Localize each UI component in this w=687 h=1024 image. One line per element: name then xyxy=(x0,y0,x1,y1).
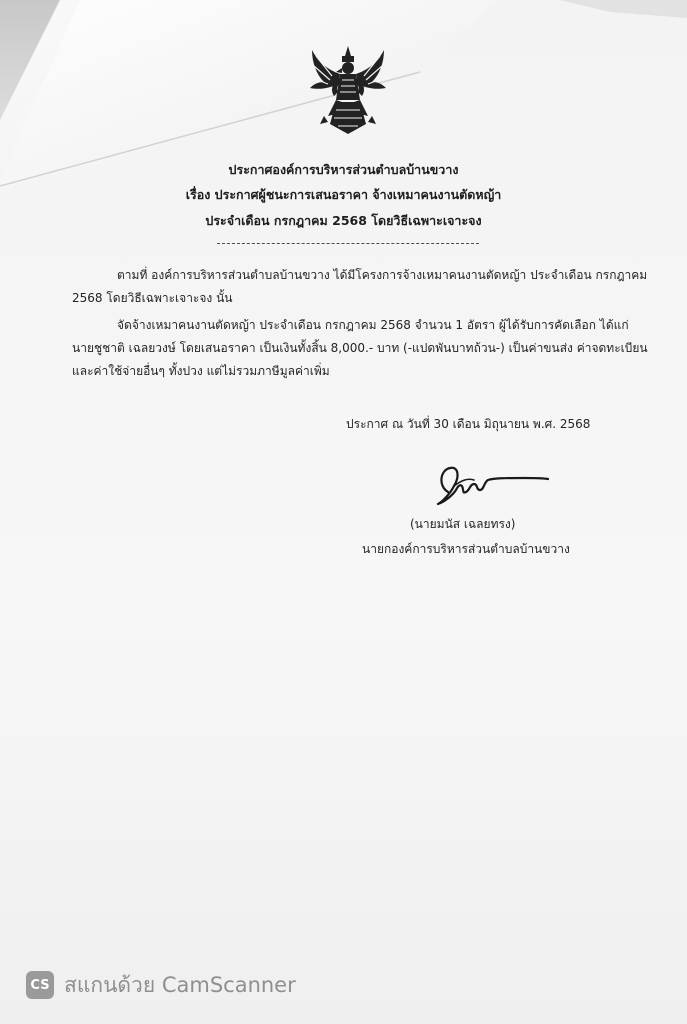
announcement-subject: เรื่อง ประกาศผู้ชนะการเสนอราคา จ้างเหมาคนงานตัดหญ้า xyxy=(185,187,502,202)
paragraph-2-line-2: นายชูชาติ เฉลยวงษ์ โดยเสนอราคา เป็นเงินทั้งสิ้น 8,000.- บาท (-แปดพันบาทถ้วน-) เป็นค่าขนส่ง ค่าจดทะเบียน xyxy=(72,341,648,355)
camscanner-watermark-text: สแกนด้วย CamScanner xyxy=(64,972,296,997)
announcement-title: ประกาศองค์การบริหารส่วนตำบลบ้านขวาง xyxy=(228,162,459,177)
signatory-position: นายกองค์การบริหารส่วนตำบลบ้านขวาง xyxy=(362,542,570,556)
announcement-period: ประจำเดือน กรกฎาคม 2568 โดยวิธีเฉพาะเจาะจง xyxy=(205,213,482,228)
dashed-divider xyxy=(217,243,479,244)
garuda-emblem-icon xyxy=(306,44,390,138)
paragraph-2-line-1: จัดจ้างเหมาคนงานตัดหญ้า ประจำเดือน กรกฎาคม 2568 จำนวน 1 อัตรา ผู้ได้รับการคัดเลือก ได้แก่ xyxy=(117,318,629,332)
handwritten-signature-icon xyxy=(434,462,552,508)
paragraph-1-line-1: ตามที่ องค์การบริหารส่วนตำบลบ้านขวาง ได้มีโครงการจ้างเหมาคนงานตัดหญ้า ประจำเดือน กรกฎาคม xyxy=(117,268,648,282)
camscanner-watermark xyxy=(26,970,296,1000)
signatory-name: (นายมนัส เฉลยทรง) xyxy=(410,517,516,531)
paragraph-1-line-2: 2568 โดยวิธีเฉพาะเจาะจง นั้น xyxy=(72,291,233,305)
announcement-date: ประกาศ ณ วันที่ 30 เดือน มิถุนายน พ.ศ. 2568 xyxy=(346,417,591,431)
camscanner-logo-icon: CS xyxy=(26,971,54,999)
paragraph-2-line-3: และค่าใช้จ่ายอื่นๆ ทั้งปวง แต่ไม่รวมภาษีมูลค่าเพิ่ม xyxy=(72,364,330,378)
